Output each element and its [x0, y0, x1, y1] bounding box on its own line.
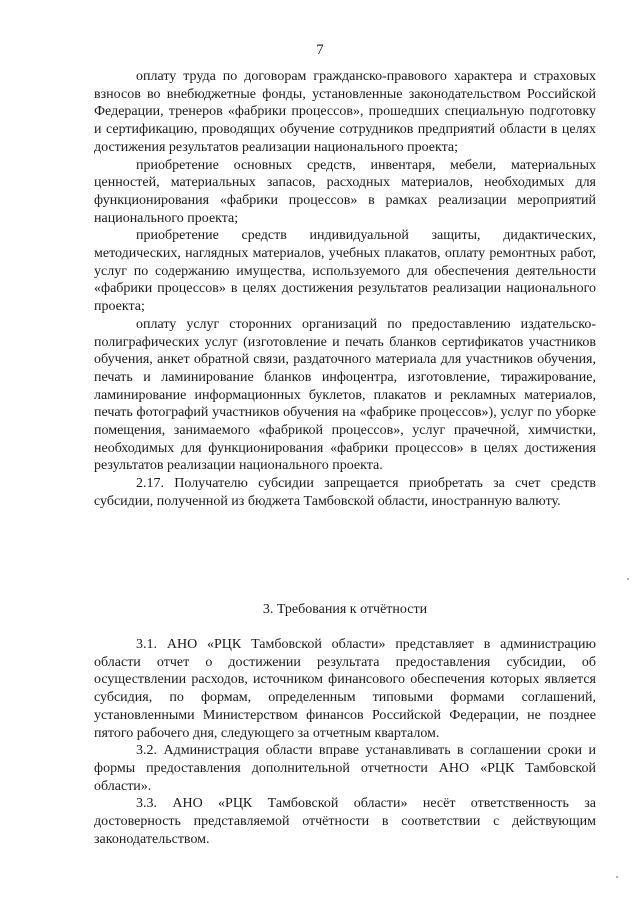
paragraph-2-17: 2.17. Получателю субсидии запрещается приобретать за счет средств субсидии, полученной из бюджета Тамбовской области, иностранную валюту.: [94, 476, 596, 509]
section-heading: 3. Требования к отчётности: [262, 602, 428, 617]
paragraph-3-1: 3.1. АНО «РЦК Тамбовской области» представляет в администрацию области отчет о достижении результата предоставления субсидии, об осуществлении расходов, источником финансового обеспечения которых является субсидия, по формам, определенным типовыми формами соглашений, установленными Министерством финансов Российской Федерации, не позднее пятого рабочего дня, следующего за отчетным кварталом.: [94, 637, 596, 741]
scan-speck: [627, 578, 629, 580]
paragraph-protective-equipment: приобретение средств индивидуальной защиты, дидактических, методических, наглядных материалов, учебных плакатов, оплату ремонтных работ, услуг по содержанию имущества, используемого для обеспечения деятельности «фабрики процессов» в целях достижения результатов реализации национального проекта;: [94, 228, 596, 315]
section-2-body: [94, 68, 596, 511]
paragraph-labor-payment: оплату труда по договорам гражданско-правового характера и страховых взносов во внебюджетные фонды, установленные законодательством Российской Федерации, тренеров «фабрики процессов», прошедших специальную подготовку и сертификацию, проводящих обучение сотрудников предприятий области в целях достижения результатов реализации национального проекта;: [94, 69, 596, 155]
paragraph-3-2: 3.2. Администрация области вправе устанавливать в соглашении сроки и формы предоставления дополнительной отчетности АНО «РЦК Тамбовской области».: [94, 743, 596, 794]
section-3-body: [94, 636, 596, 848]
paragraph-3-3: 3.3. АНО «РЦК Тамбовской области» несёт ответственность за достоверность представляемой отчётности в соответствии с действующим законодательством.: [94, 796, 596, 847]
paragraph-fixed-assets: приобретение основных средств, инвентаря, мебели, материальных ценностей, материальных запасов, расходных материалов, необходимых для функционирования «фабрики процессов» в рамках реализации мероприятий национального проекта;: [94, 157, 596, 226]
scan-speck: [616, 876, 618, 878]
page-number: 7: [316, 42, 324, 58]
paragraph-printing-services: оплату услуг сторонних организаций по предоставлению издательско-полиграфических услуг (изготовление и печать бланков сертификатов участников обучения, анкет обратной связи, раздаточного материала для участников обучения, печать и ламинирование бланков инфоцентра, изготовление, тиражирование, ламинирование информационных буклетов, плакатов и рекламных материалов, печать фотографий участников обучения на «фабрике процессов»), услуг по уборке помещения, занимаемого «фабрикой процессов», услуг прачечной, химчистки, необходимых для функционирования «фабрики процессов» в целях достижения результатов реализации национального проекта.: [94, 316, 596, 474]
